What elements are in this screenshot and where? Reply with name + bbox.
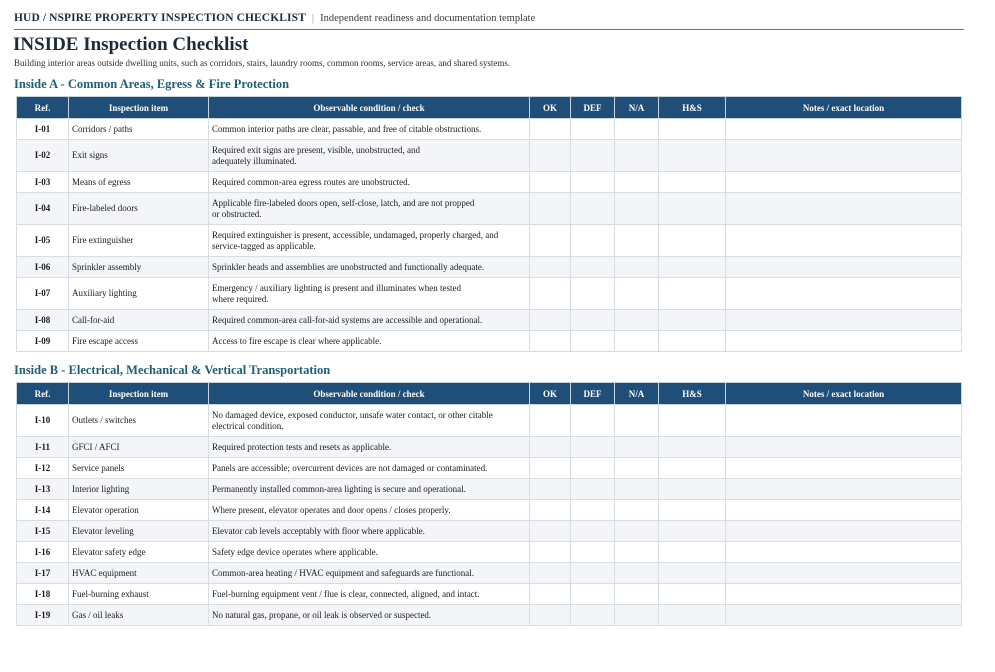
col-header-hs: H&S — [659, 383, 726, 405]
row-item: Fuel-burning exhaust — [69, 584, 209, 605]
ok-checkbox-cell[interactable] — [530, 119, 571, 140]
section-title-a: Inside A - Common Areas, Egress & Fire Protection — [14, 77, 290, 91]
row-ref: I-08 — [17, 310, 69, 331]
table-row — [17, 257, 962, 278]
hs-checkbox-cell[interactable] — [659, 257, 726, 278]
na-checkbox-cell[interactable] — [615, 479, 659, 500]
row-item: HVAC equipment — [69, 563, 209, 584]
col-header-notes: Notes / exact location — [726, 97, 962, 119]
notes-field[interactable] — [726, 437, 962, 458]
hs-checkbox-cell[interactable] — [659, 278, 726, 310]
hs-checkbox-cell[interactable] — [659, 172, 726, 193]
col-header-na: N/A — [615, 97, 659, 119]
def-checkbox-cell[interactable] — [571, 140, 615, 172]
row-item: Fire extinguisher — [69, 225, 209, 257]
hs-checkbox-cell[interactable] — [659, 542, 726, 563]
table-row — [17, 193, 962, 225]
row-condition: Sprinkler heads and assemblies are unobstructed and functionally adequate. — [209, 257, 530, 278]
table-row — [17, 437, 962, 458]
def-checkbox-cell[interactable] — [571, 225, 615, 257]
notes-field[interactable] — [726, 310, 962, 331]
ok-checkbox-cell[interactable] — [530, 310, 571, 331]
row-item: Sprinkler assembly — [69, 257, 209, 278]
table-row — [17, 500, 962, 521]
hs-checkbox-cell[interactable] — [659, 140, 726, 172]
def-checkbox-cell[interactable] — [571, 542, 615, 563]
col-header-condition: Observable condition / check — [209, 97, 530, 119]
row-condition: No damaged device, exposed conductor, unsafe water contact, or other citable electrical condition. — [209, 405, 530, 437]
row-item: Exit signs — [69, 140, 209, 172]
row-item: Fire-labeled doors — [69, 193, 209, 225]
col-header-def: DEF — [571, 97, 615, 119]
row-item: Elevator leveling — [69, 521, 209, 542]
def-checkbox-cell[interactable] — [571, 193, 615, 225]
na-checkbox-cell[interactable] — [615, 257, 659, 278]
notes-field[interactable] — [726, 331, 962, 352]
row-condition: Safety edge device operates where applicable. — [209, 542, 530, 563]
notes-field[interactable] — [726, 278, 962, 310]
row-condition: Where present, elevator operates and door opens / closes properly. — [209, 500, 530, 521]
def-checkbox-cell[interactable] — [571, 172, 615, 193]
notes-field[interactable] — [726, 479, 962, 500]
table-row — [17, 584, 962, 605]
def-checkbox-cell[interactable] — [571, 310, 615, 331]
hs-checkbox-cell[interactable] — [659, 405, 726, 437]
row-item: Fire escape access — [69, 331, 209, 352]
table-header-row — [17, 383, 962, 405]
notes-field[interactable] — [726, 458, 962, 479]
def-checkbox-cell[interactable] — [571, 521, 615, 542]
row-ref: I-17 — [17, 563, 69, 584]
row-item: Outlets / switches — [69, 405, 209, 437]
row-condition: Required extinguisher is present, accessible, undamaged, properly charged, and service-tagged as applicable. — [209, 225, 530, 257]
def-checkbox-cell[interactable] — [571, 584, 615, 605]
row-item: Elevator safety edge — [69, 542, 209, 563]
def-checkbox-cell[interactable] — [571, 605, 615, 626]
ok-checkbox-cell[interactable] — [530, 257, 571, 278]
def-checkbox-cell[interactable] — [571, 119, 615, 140]
row-ref: I-01 — [17, 119, 69, 140]
col-header-def: DEF — [571, 383, 615, 405]
header-separator: | — [311, 12, 315, 24]
notes-field[interactable] — [726, 542, 962, 563]
notes-field[interactable] — [726, 500, 962, 521]
row-item: Elevator operation — [69, 500, 209, 521]
row-condition: Access to fire escape is clear where applicable. — [209, 331, 530, 352]
hs-checkbox-cell[interactable] — [659, 331, 726, 352]
row-ref: I-09 — [17, 331, 69, 352]
row-condition: Required exit signs are present, visible, unobstructed, and adequately illuminated. — [209, 140, 530, 172]
row-ref: I-02 — [17, 140, 69, 172]
na-checkbox-cell[interactable] — [615, 225, 659, 257]
ok-checkbox-cell[interactable] — [530, 140, 571, 172]
table-row — [17, 172, 962, 193]
hs-checkbox-cell[interactable] — [659, 563, 726, 584]
notes-field[interactable] — [726, 584, 962, 605]
row-item: Interior lighting — [69, 479, 209, 500]
col-header-item: Inspection item — [69, 97, 209, 119]
ok-checkbox-cell[interactable] — [530, 479, 571, 500]
notes-field[interactable] — [726, 605, 962, 626]
na-checkbox-cell[interactable] — [615, 310, 659, 331]
ok-checkbox-cell[interactable] — [530, 405, 571, 437]
row-condition: Common-area heating / HVAC equipment and safeguards are functional. — [209, 563, 530, 584]
table-row — [17, 405, 962, 437]
row-item: Corridors / paths — [69, 119, 209, 140]
row-ref: I-07 — [17, 278, 69, 310]
checklist-table-b — [16, 382, 962, 626]
col-header-condition: Observable condition / check — [209, 383, 530, 405]
header-subtitle: Independent readiness and documentation template — [320, 13, 536, 24]
table-row — [17, 521, 962, 542]
table-row — [17, 310, 962, 331]
row-ref: I-12 — [17, 458, 69, 479]
notes-field[interactable] — [726, 172, 962, 193]
row-item: Service panels — [69, 458, 209, 479]
hs-checkbox-cell[interactable] — [659, 193, 726, 225]
hs-checkbox-cell[interactable] — [659, 458, 726, 479]
hs-checkbox-cell[interactable] — [659, 521, 726, 542]
notes-field[interactable] — [726, 521, 962, 542]
def-checkbox-cell[interactable] — [571, 437, 615, 458]
row-condition: Emergency / auxiliary lighting is present and illuminates when tested where required. — [209, 278, 530, 310]
hs-checkbox-cell[interactable] — [659, 605, 726, 626]
page-title: INSIDE Inspection Checklist — [13, 34, 249, 55]
row-condition: Required common-area egress routes are unobstructed. — [209, 172, 530, 193]
notes-field[interactable] — [726, 225, 962, 257]
table-row — [17, 563, 962, 584]
ok-checkbox-cell[interactable] — [530, 225, 571, 257]
hs-checkbox-cell[interactable] — [659, 310, 726, 331]
row-condition: Required common-area call-for-aid systems are accessible and operational. — [209, 310, 530, 331]
row-ref: I-11 — [17, 437, 69, 458]
na-checkbox-cell[interactable] — [615, 405, 659, 437]
notes-field[interactable] — [726, 119, 962, 140]
row-item: GFCI / AFCI — [69, 437, 209, 458]
def-checkbox-cell[interactable] — [571, 479, 615, 500]
row-ref: I-13 — [17, 479, 69, 500]
row-condition: Panels are accessible; overcurrent devices are not damaged or contaminated. — [209, 458, 530, 479]
na-checkbox-cell[interactable] — [615, 278, 659, 310]
table-row — [17, 605, 962, 626]
table-row — [17, 479, 962, 500]
table-row — [17, 331, 962, 352]
section-title-b: Inside B - Electrical, Mechanical & Vertical Transportation — [14, 363, 331, 377]
ok-checkbox-cell[interactable] — [530, 172, 571, 193]
row-condition: No natural gas, propane, or oil leak is observed or suspected. — [209, 605, 530, 626]
hs-checkbox-cell[interactable] — [659, 584, 726, 605]
row-ref: I-03 — [17, 172, 69, 193]
ok-checkbox-cell[interactable] — [530, 437, 571, 458]
row-condition: Fuel-burning equipment vent / flue is clear, connected, aligned, and intact. — [209, 584, 530, 605]
table-row — [17, 225, 962, 257]
ok-checkbox-cell[interactable] — [530, 584, 571, 605]
ok-checkbox-cell[interactable] — [530, 605, 571, 626]
row-condition: Required protection tests and resets as applicable. — [209, 437, 530, 458]
def-checkbox-cell[interactable] — [571, 500, 615, 521]
ok-checkbox-cell[interactable] — [530, 521, 571, 542]
row-ref: I-06 — [17, 257, 69, 278]
intro-text: Building interior areas outside dwelling units, such as corridors, stairs, laundry rooms, common rooms, service areas, and shared systems. — [14, 58, 511, 68]
ok-checkbox-cell[interactable] — [530, 500, 571, 521]
notes-field[interactable] — [726, 193, 962, 225]
row-ref: I-19 — [17, 605, 69, 626]
row-ref: I-18 — [17, 584, 69, 605]
hs-checkbox-cell[interactable] — [659, 479, 726, 500]
na-checkbox-cell[interactable] — [615, 458, 659, 479]
row-item: Auxiliary lighting — [69, 278, 209, 310]
notes-field[interactable] — [726, 140, 962, 172]
row-item: Gas / oil leaks — [69, 605, 209, 626]
row-ref: I-14 — [17, 500, 69, 521]
row-item: Call-for-aid — [69, 310, 209, 331]
na-checkbox-cell[interactable] — [615, 605, 659, 626]
col-header-ref: Ref. — [17, 97, 69, 119]
na-checkbox-cell[interactable] — [615, 119, 659, 140]
def-checkbox-cell[interactable] — [571, 405, 615, 437]
ok-checkbox-cell[interactable] — [530, 458, 571, 479]
def-checkbox-cell[interactable] — [571, 331, 615, 352]
ok-checkbox-cell[interactable] — [530, 193, 571, 225]
na-checkbox-cell[interactable] — [615, 521, 659, 542]
row-item: Means of egress — [69, 172, 209, 193]
table-row — [17, 542, 962, 563]
checklist-table-a — [16, 96, 962, 352]
hs-checkbox-cell[interactable] — [659, 119, 726, 140]
table-row — [17, 278, 962, 310]
def-checkbox-cell[interactable] — [571, 563, 615, 584]
notes-field[interactable] — [726, 563, 962, 584]
table-row — [17, 140, 962, 172]
table-row — [17, 119, 962, 140]
row-ref: I-10 — [17, 405, 69, 437]
def-checkbox-cell[interactable] — [571, 278, 615, 310]
col-header-notes: Notes / exact location — [726, 383, 962, 405]
col-header-ref: Ref. — [17, 383, 69, 405]
row-condition: Applicable fire-labeled doors open, self-close, latch, and are not propped or obstructed. — [209, 193, 530, 225]
na-checkbox-cell[interactable] — [615, 500, 659, 521]
row-ref: I-16 — [17, 542, 69, 563]
def-checkbox-cell[interactable] — [571, 257, 615, 278]
hs-checkbox-cell[interactable] — [659, 500, 726, 521]
na-checkbox-cell[interactable] — [615, 542, 659, 563]
notes-field[interactable] — [726, 405, 962, 437]
col-header-item: Inspection item — [69, 383, 209, 405]
table-row — [17, 458, 962, 479]
ok-checkbox-cell[interactable] — [530, 278, 571, 310]
na-checkbox-cell[interactable] — [615, 584, 659, 605]
def-checkbox-cell[interactable] — [571, 458, 615, 479]
notes-field[interactable] — [726, 257, 962, 278]
hs-checkbox-cell[interactable] — [659, 225, 726, 257]
na-checkbox-cell[interactable] — [615, 563, 659, 584]
document-header — [14, 12, 964, 30]
row-ref: I-05 — [17, 225, 69, 257]
row-condition: Permanently installed common-area lighting is secure and operational. — [209, 479, 530, 500]
hs-checkbox-cell[interactable] — [659, 437, 726, 458]
header-brand: HUD / NSPIRE PROPERTY INSPECTION CHECKLIST — [14, 12, 306, 24]
col-header-na: N/A — [615, 383, 659, 405]
row-ref: I-04 — [17, 193, 69, 225]
ok-checkbox-cell[interactable] — [530, 331, 571, 352]
na-checkbox-cell[interactable] — [615, 331, 659, 352]
na-checkbox-cell[interactable] — [615, 172, 659, 193]
row-ref: I-15 — [17, 521, 69, 542]
table-header-row — [17, 97, 962, 119]
ok-checkbox-cell[interactable] — [530, 563, 571, 584]
col-header-ok: OK — [530, 97, 571, 119]
col-header-ok: OK — [530, 383, 571, 405]
na-checkbox-cell[interactable] — [615, 437, 659, 458]
row-condition: Common interior paths are clear, passable, and free of citable obstructions. — [209, 119, 530, 140]
row-condition: Elevator cab levels acceptably with floor where applicable. — [209, 521, 530, 542]
col-header-hs: H&S — [659, 97, 726, 119]
ok-checkbox-cell[interactable] — [530, 542, 571, 563]
na-checkbox-cell[interactable] — [615, 140, 659, 172]
na-checkbox-cell[interactable] — [615, 193, 659, 225]
